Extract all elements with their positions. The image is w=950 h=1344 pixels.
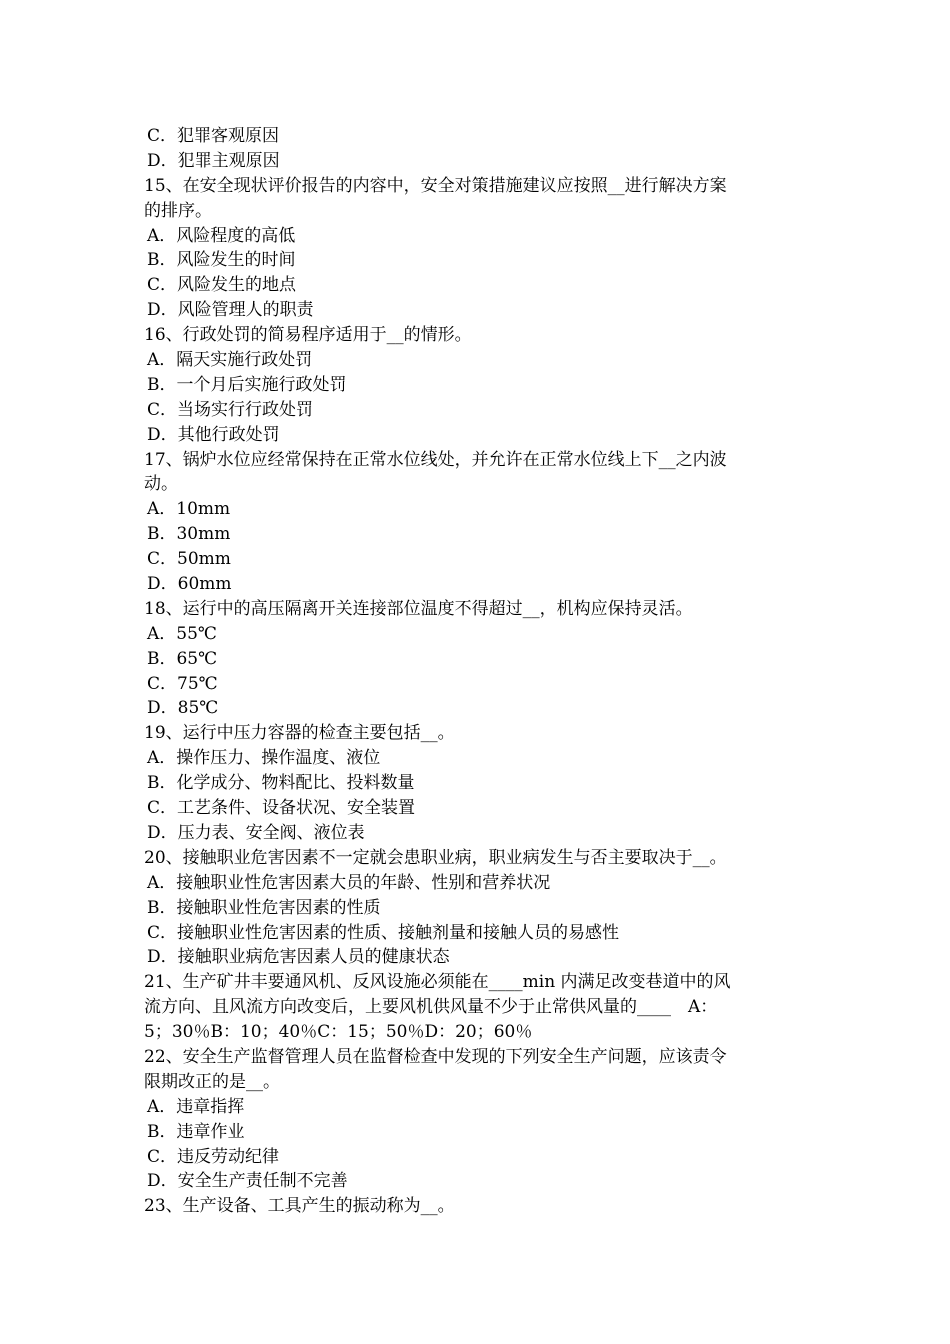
question-text: 22、安全生产监督管理人员在监督检查中发现的下列安全生产问题，应该责令 bbox=[144, 1046, 727, 1067]
answer-option: D．风险管理人的职责 bbox=[147, 300, 314, 321]
answer-option: B．65℃ bbox=[147, 648, 218, 669]
question-text: 16、行政处罚的简易程序适用于__的情形。 bbox=[144, 325, 472, 346]
answer-option: B．违章作业 bbox=[147, 1121, 245, 1142]
document-body bbox=[144, 124, 814, 1219]
question-text: 的排序。 bbox=[144, 200, 212, 221]
answer-option: D．压力表、安全阀、液位表 bbox=[147, 822, 365, 843]
question-text: 23、生产设备、工具产生的振动称为__。 bbox=[144, 1196, 455, 1217]
question-text: 20、接触职业危害因素不一定就会患职业病，职业病发生与否主要取决于__。 bbox=[144, 847, 727, 868]
answer-option: C．75℃ bbox=[147, 673, 218, 694]
question-text: 动。 bbox=[144, 474, 178, 495]
answer-option: C．违反劳动纪律 bbox=[147, 1146, 280, 1167]
answer-option: B．化学成分、物料配比、投料数量 bbox=[147, 773, 415, 794]
answer-option: B．一个月后实施行政处罚 bbox=[147, 374, 347, 395]
answer-option: D．安全生产责任制不完善 bbox=[147, 1171, 348, 1192]
answer-option: D．85℃ bbox=[147, 698, 219, 719]
answer-option: C．接触职业性危害因素的性质、接触剂量和接触人员的易感性 bbox=[147, 922, 620, 943]
question-text: 18、运行中的高压隔离开关连接部位温度不得超过__，机构应保持灵活。 bbox=[144, 598, 693, 619]
question-text: 5；30％B：10；40％C：15；50％D：20；60％ bbox=[144, 1022, 533, 1043]
question-text: 限期改正的是__。 bbox=[144, 1071, 280, 1092]
answer-option: B．接触职业性危害因素的性质 bbox=[147, 897, 381, 918]
answer-option: D．其他行政处罚 bbox=[147, 424, 280, 445]
answer-option: A．违章指挥 bbox=[147, 1096, 245, 1117]
answer-option: A．55℃ bbox=[147, 623, 217, 644]
answer-option: C．犯罪客观原因 bbox=[147, 126, 280, 146]
answer-option: D．60mm bbox=[147, 574, 232, 595]
answer-option: A．隔天实施行政处罚 bbox=[147, 350, 313, 371]
question-text: 17、锅炉水位应经常保持在正常水位线处，并允许在正常水位线上下__之内波 bbox=[144, 449, 727, 470]
answer-option: B．风险发生的时间 bbox=[147, 250, 296, 271]
answer-option: C．工艺条件、设备状况、安全装置 bbox=[147, 798, 416, 819]
answer-option: C．风险发生的地点 bbox=[147, 275, 297, 296]
question-text: 21、生产矿井丰要通风机、反风设施必须能在____min 内满足改变巷道中的风 bbox=[144, 972, 731, 993]
answer-option: C．50mm bbox=[147, 549, 231, 570]
answer-option: A．操作压力、操作温度、液位 bbox=[147, 748, 381, 769]
answer-option: A．10mm bbox=[147, 499, 231, 520]
answer-option: A．风险程度的高低 bbox=[147, 225, 296, 246]
answer-option: A．接触职业性危害因素大员的年龄、性别和营养状况 bbox=[147, 872, 551, 893]
question-text: 15、在安全现状评价报告的内容中，安全对策措施建议应按照__进行解决方案 bbox=[144, 175, 727, 196]
question-text: 19、运行中压力容器的检查主要包括__。 bbox=[144, 723, 455, 744]
answer-option: D．接触职业病危害因素人员的健康状态 bbox=[147, 947, 450, 968]
answer-option: D．犯罪主观原因 bbox=[147, 150, 280, 171]
question-text: 流方向、且风流方向改变后，上要风机供风量不少于止常供风量的____ A： bbox=[144, 997, 718, 1018]
answer-option: B．30mm bbox=[147, 524, 231, 545]
answer-option: C．当场实行行政处罚 bbox=[147, 399, 314, 420]
